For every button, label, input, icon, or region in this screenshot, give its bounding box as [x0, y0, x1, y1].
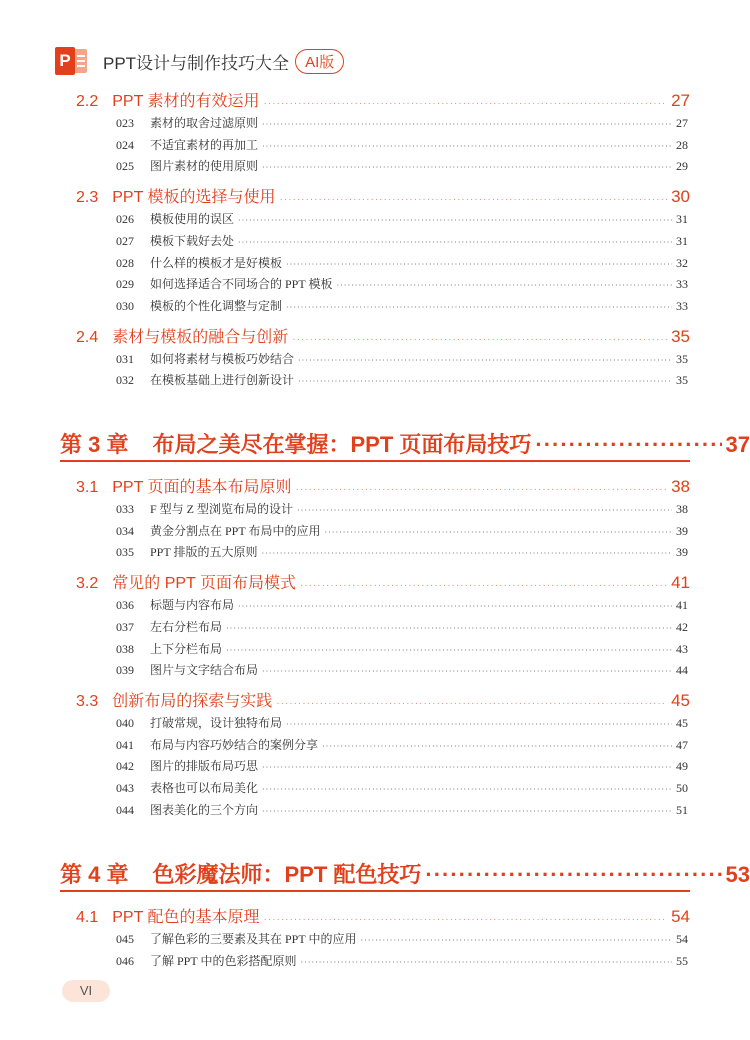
entry-page: 27 [676, 116, 688, 130]
toc-entry[interactable] [0, 136, 688, 153]
entry-title: 如何选择适合不同场合的 PPT 模板 [150, 277, 333, 292]
entry-title: 标题与内容布局 [150, 598, 235, 613]
book-title: PPT设计与制作技巧大全 [103, 53, 290, 73]
section-number: 2.3 [76, 189, 99, 207]
toc-entry[interactable] [0, 757, 688, 774]
dot-leader [280, 194, 668, 205]
entry-number: 027 [116, 233, 134, 248]
section-title: 常见的 PPT 页面布局模式 [112, 575, 296, 593]
entry-page: 33 [676, 298, 688, 313]
entry-page: 44 [676, 663, 688, 678]
section-number: 2.2 [76, 93, 99, 110]
dot-leader [264, 98, 668, 109]
toc-section[interactable] [0, 88, 690, 111]
entry-page: 35 [676, 351, 688, 366]
entry-page: 55 [676, 954, 688, 969]
section-number: 3.3 [76, 692, 99, 710]
toc-entry[interactable] [0, 661, 688, 678]
entry-title: 模板的个性化调整与定制 [150, 298, 283, 313]
entry-title: 图片素材的使用原则 [150, 159, 259, 174]
toc-entry[interactable] [0, 232, 688, 249]
entry-title: 模板使用的误区 [150, 212, 235, 227]
section-title: 创新布局的探索与实践 [112, 692, 273, 710]
entry-page: 29 [676, 159, 688, 174]
entry-number: 045 [116, 932, 134, 947]
entry-title: 布局与内容巧妙结合的案例分享 [150, 737, 319, 752]
entry-number: 026 [116, 212, 134, 227]
dot-leader [262, 120, 672, 129]
dot-leader [298, 356, 672, 365]
chapter-page: 53 [725, 862, 750, 888]
entry-title: 左右分栏布局 [150, 619, 223, 634]
entry-page: 39 [676, 523, 688, 538]
entry-title: 素材的取舍过滤原则 [150, 116, 259, 130]
dot-leader [297, 506, 672, 515]
dot-leader [238, 602, 672, 611]
entry-number: 042 [116, 759, 134, 774]
entry-page: 32 [676, 255, 688, 270]
dot-leader [261, 549, 672, 558]
entry-number: 044 [116, 802, 134, 817]
entry-number: 039 [116, 663, 134, 678]
toc-section[interactable] [0, 688, 690, 711]
toc-entry[interactable] [0, 736, 688, 753]
toc-entry[interactable] [0, 930, 688, 947]
dot-leader [262, 807, 672, 816]
entry-page: 33 [676, 277, 688, 292]
toc-section[interactable] [0, 904, 690, 927]
chapter-title: 布局之美尽在掌握：PPT 页面布局技巧 [152, 432, 532, 457]
toc-entry[interactable] [0, 714, 688, 731]
entry-page: 31 [676, 233, 688, 248]
toc-entry[interactable] [0, 618, 688, 635]
toc-section[interactable] [0, 474, 690, 497]
section-page: 38 [671, 477, 690, 496]
toc-entry[interactable] [0, 350, 688, 367]
dot-leader [238, 216, 672, 225]
entry-title: 在模板基础上进行创新设计 [150, 373, 295, 388]
toc-entry[interactable] [0, 640, 688, 657]
dot-leader [535, 432, 721, 458]
toc-entry[interactable] [0, 157, 688, 174]
toc-chapter[interactable] [0, 428, 750, 459]
dot-leader [262, 785, 672, 794]
toc-entry[interactable] [0, 596, 688, 613]
entry-number: 031 [116, 351, 134, 366]
toc-section[interactable] [0, 324, 690, 347]
section-page: 41 [671, 573, 690, 593]
dot-leader [262, 763, 672, 772]
toc-section[interactable] [0, 570, 690, 593]
entry-page: 42 [676, 619, 688, 634]
dot-leader [300, 958, 672, 967]
entry-page: 50 [676, 781, 688, 795]
toc-entry[interactable] [0, 254, 688, 271]
chapter-title: 色彩魔法师：PPT 配色技巧 [152, 862, 422, 888]
section-page: 27 [671, 91, 690, 110]
entry-number: 046 [116, 954, 134, 969]
entry-number: 035 [116, 545, 134, 560]
entry-title: 图片与文字结合布局 [150, 663, 259, 678]
entry-number: 034 [116, 523, 134, 538]
chapter-divider [60, 460, 690, 462]
entry-page: 41 [676, 598, 688, 613]
toc-entry[interactable] [0, 275, 688, 292]
edition-badge: AI版 [295, 49, 344, 74]
entry-number: 040 [116, 715, 134, 730]
toc-entry[interactable] [0, 952, 688, 969]
book-header [55, 46, 344, 76]
dot-leader [226, 624, 672, 633]
entry-page: 28 [676, 137, 688, 152]
toc-entry[interactable] [0, 801, 688, 818]
toc-entry[interactable] [0, 371, 688, 388]
entry-page: 45 [676, 715, 688, 730]
dot-leader [264, 914, 668, 925]
entry-number: 024 [116, 137, 134, 152]
toc-entry[interactable] [0, 500, 688, 517]
entry-page: 51 [676, 802, 688, 817]
toc-entry[interactable] [0, 114, 688, 131]
entry-page: 47 [676, 737, 688, 752]
section-number: 3.1 [76, 479, 99, 496]
entry-number: 023 [116, 116, 134, 130]
section-title: 素材与模板的融合与创新 [112, 328, 289, 346]
section-number: 3.2 [76, 575, 99, 593]
entry-number: 033 [116, 502, 134, 516]
entry-number: 030 [116, 298, 134, 313]
entry-number: 043 [116, 781, 134, 795]
section-title: PPT 配色的基本原理 [112, 909, 260, 927]
entry-number: 032 [116, 373, 134, 388]
entry-title: 什么样的模板才是好模板 [150, 255, 283, 270]
dot-leader [286, 303, 672, 312]
section-page: 30 [671, 187, 690, 207]
dot-leader [262, 142, 672, 151]
section-page: 54 [671, 907, 690, 927]
entry-title: 了解色彩的三要素及其在 PPT 中的应用 [150, 932, 357, 947]
section-title: PPT 页面的基本布局原则 [112, 479, 292, 496]
entry-title: F 型与 Z 型浏览布局的设计 [150, 502, 294, 516]
chapter-label: 第 3 章 [60, 432, 129, 457]
entry-number: 028 [116, 255, 134, 270]
entry-page: 38 [676, 502, 688, 516]
dot-leader [262, 163, 672, 172]
dot-leader [226, 646, 672, 655]
chapter-label: 第 4 章 [60, 862, 129, 888]
entry-page: 31 [676, 212, 688, 227]
entry-number: 025 [116, 159, 134, 174]
dot-leader [262, 667, 672, 676]
entry-title: 上下分栏布局 [150, 641, 223, 656]
entry-title: 图片的排版布局巧思 [150, 759, 259, 774]
dot-leader [322, 742, 672, 751]
powerpoint-logo-icon: P [55, 47, 89, 75]
entry-title: 了解 PPT 中的色彩搭配原则 [150, 954, 297, 969]
entry-page: 35 [676, 373, 688, 388]
entry-page: 43 [676, 641, 688, 656]
entry-title: 模板下载好去处 [150, 233, 235, 248]
toc-entry[interactable] [0, 543, 688, 560]
entry-number: 037 [116, 619, 134, 634]
dot-leader [286, 260, 672, 269]
toc-entry[interactable] [0, 522, 688, 539]
entry-title: 打破常规，设计独特布局 [150, 715, 283, 730]
toc-entry[interactable] [0, 779, 688, 796]
dot-leader [286, 720, 672, 729]
entry-title: PPT 排版的五大原则 [150, 545, 258, 560]
entry-page: 49 [676, 759, 688, 774]
dot-leader [336, 281, 672, 290]
dot-leader [292, 334, 667, 345]
entry-number: 029 [116, 277, 134, 292]
toc-section[interactable] [0, 184, 690, 207]
section-title: PPT 素材的有效运用 [112, 93, 260, 110]
entry-number: 038 [116, 641, 134, 656]
dot-leader [324, 528, 672, 537]
entry-title: 黄金分割点在 PPT 布局中的应用 [150, 523, 321, 538]
dot-leader [238, 238, 672, 247]
section-title: PPT 模板的选择与使用 [112, 189, 276, 207]
entry-title: 如何将素材与模板巧妙结合 [150, 351, 295, 366]
entry-page: 39 [676, 545, 688, 560]
entry-title: 不适宜素材的再加工 [150, 137, 259, 152]
entry-number: 041 [116, 737, 134, 752]
dot-leader [298, 377, 672, 386]
entry-title: 表格也可以布局美化 [150, 781, 259, 795]
toc-chapter[interactable] [0, 858, 750, 889]
section-number: 4.1 [76, 909, 99, 927]
dot-leader [300, 580, 667, 591]
dot-leader [296, 484, 668, 495]
chapter-page: 37 [725, 432, 750, 457]
entry-title: 图表美化的三个方向 [150, 802, 259, 817]
section-number: 2.4 [76, 328, 99, 346]
toc-entry[interactable] [0, 297, 688, 314]
dot-leader [276, 698, 667, 709]
chapter-divider [60, 890, 690, 892]
dot-leader [425, 862, 721, 888]
toc-entry[interactable] [0, 210, 688, 227]
section-page: 45 [671, 690, 690, 710]
section-page: 35 [671, 326, 690, 346]
page-number-badge: VI [62, 980, 110, 1002]
entry-page: 54 [676, 932, 688, 947]
entry-number: 036 [116, 598, 134, 613]
dot-leader [360, 936, 672, 945]
